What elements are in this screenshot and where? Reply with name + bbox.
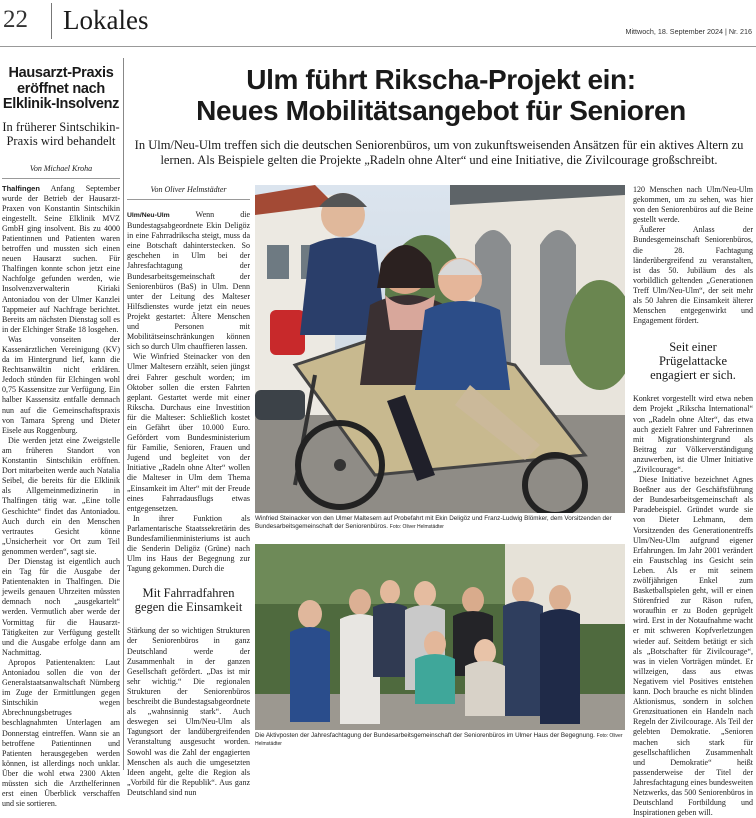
left-paragraph-4: Der Dienstag ist eigentlich auch ein Tag für die Ausgabe der Patientenakten in Thalfingen. Die jeweils genauen Uhrzeiten müssten demnach noch „ausgekartelt“ werden. Vermutlich aber werde der Vormittag für die Hausarzt-Tätigkeiten zur Verfügung gestellt und die Ausgabe erfolge dann am Nachmittag. xyxy=(2,556,120,657)
main-paragraph-3: In ihrer Funktion als Parlamentarische Staatssekretärin des Bundesfamilienministeriums ist auch die Senderin Deligöz (Grüne) nach Ulm ins Haus der Begegnung zur Tagung gekommen. Durch die xyxy=(127,513,250,574)
left-byline-rule xyxy=(2,178,120,179)
right-paragraph-1: 120 Menschen nach Ulm/Neu-Ulm gekommen, um zu sehen, was hier von den Seniorenbüros auf die Beine gestellt werde. xyxy=(633,185,753,225)
group-caption-text: Die Aktivposten der Jahresfachtagung der Bundesarbeitsgemeinschaft der Seniorenbüros im Ulmer Haus der Begegnung. xyxy=(255,732,595,739)
section-title: Lokales xyxy=(63,5,149,35)
rikscha-photo-caption xyxy=(255,515,625,531)
main-headline-line1: Ulm führt Rikscha-Projekt ein: xyxy=(246,64,636,95)
date-issue: Mittwoch, 18. September 2024 | Nr. 216 xyxy=(625,27,752,36)
main-paragraph-4: Stärkung der so wichtigen Strukturen der Seniorenbüros in ganz Deutschland werde der Zusammenhalt in der ganzen Gesellschaft gefördert. „Das ist mir sehr wichtig.“ Die regionalen Strukturen der Seniorenbüros beschreibt die Bundestagsabgeordnete als „wahnsinnig stark“. Auch deswegen sei Ulm/Neu-Ulm als Tagungsort der landübergreifenden Veranstaltung ausgesucht worden. Sowohl was die Zahl der engagierten Menschen als auch die umgesetzten Ideen angeht, gelte die Region als „Vorbild für die Republik“. Aus ganz Deutschland sind nun xyxy=(127,626,250,797)
header-divider xyxy=(51,3,52,39)
rikscha-photo xyxy=(255,185,625,513)
left-paragraph-3: Die werden jetzt eine Zweigstelle am früheren Standort von Konstantin Sintschikin eröffnen. Dort mitarbeiten werde auch Natalia Seibel, die bereits für die Elklinik als Allgemeinmedizinerin in Thalfingen tätig war. „Eine tolle Geschichte“ findet das Antoniadou. Auch durch ein den Menschen vertrautes Gesicht könne „Unsicherheit vor Ort zum Teil genommen werden“, sagt sie. xyxy=(2,435,120,556)
left-byline: Von Michael Kroha xyxy=(29,163,93,173)
main-headline xyxy=(126,64,756,126)
right-paragraph-3: Konkret vorgestellt wird etwa neben dem Projekt „Rikscha International“ von „Radeln ohne Alter“, das etwa auch gezielt Fahrer und Fahrerinnen mit Migrationshintergrund als Beitrag zur Völkerverständigung anzuwerben, ist die Ulmer Initiative „Zivilcourage“. xyxy=(633,394,753,474)
left-article xyxy=(2,66,120,809)
left-p1-text: Anfang September wurde der Betrieb der Hausarzt-Praxen von Konstantin Sintschikin eingestellt. Seine Elklinik MVZ GmbH ging insolvent. Bis zu 4000 Patientinnen und Patienten waren betroffen und mussten sich einen neuen Hausarzt suchen. Für Thalfingen konnte schon jetzt eine Nachfolge gefunden werden, wie Insolvenzverwalterin Kiriaki Antoniadou von der Ulmer Kanzlei Tappmeier auf Nachfrage berichtet. Bereits am nächsten Dienstag soll es in der Elchinger Straße 18 losgehen. xyxy=(2,183,120,334)
group-photo-credit: Foto: Oliver Helmstädter xyxy=(255,733,623,747)
main-byline-rule xyxy=(127,199,250,200)
main-midhead: Mit Fahrradfahren gegen die Einsamkeit xyxy=(134,586,243,615)
header-rule xyxy=(0,46,756,47)
rikscha-photo-credit: Foto: Oliver Helmstädter xyxy=(389,524,444,530)
right-paragraph-2: Äußerer Anlass der Bundesgemeinschaft Seniorenbüros, die 28. Fachtagung länderübergreifend zu veranstalten, ist das 50. Jubiläum des als vorbildlich geltenden „Generationen Treff Ulm/Neu-Ulm“, der seit mehr als 50 Jahren die Einsamkeit älterer Menschen entgegenwirkt und Engagement fördert. xyxy=(633,225,753,326)
main-paragraph-2: Wie Winfried Steinacker von den Ulmer Maltesern erzählt, seien jüngst drei Fahrer geschult worden; im Oktober sollen die ersten Fahrten geplant. Gestartet werde mit einer Rikscha. Durchaus eine Investition für die Malteser: Schließlich kostet ein Gefährt über 10.000 Euro. Gefördert vom Bundesministerium für Familie, Senioren, Frauen und Jugend und begleitet von der Initiative „Radeln ohne Alter“ wollen die Malteser in Ulm dem Thema „Einsamkeit im Alter“ mit der Freude eines Fahrradausflugs etwas entgegensetzen. xyxy=(127,352,250,513)
left-headline: Hausarzt-Praxis eröffnet nach Elklinik-Insolvenz xyxy=(2,65,120,112)
left-place: Thalfingen xyxy=(2,183,40,193)
group-photo-caption xyxy=(255,732,625,748)
rikscha-caption-text: Winfried Steinacker von den Ulmer Maltesern auf Probefahrt mit Ekin Deligöz und Franz-Ludwig Blömker, dem Vorsitzenden der Bundesarbeitsgemeinschaft der Seniorenbüros. xyxy=(255,515,612,530)
page-header xyxy=(0,0,756,44)
right-text-column xyxy=(633,185,753,818)
left-paragraph-5: Apropos Patientenakten: Laut Antoniadou sollen die von der Generalstaatsanwaltschaft Nürnberg im Zuge der Ermittlungen gegen Sintschikin wegen Abrechnungsbetruges beschlagnahmten Unterlagen am Donnerstag eintreffen. Wann sie an betroffene Patientinnen und Patienten herausgegeben werden können, ist allerdings noch unklar. Über die wohl etwa 2300 Akten müssten sich die Arzthelferinnen erst einen Überblick verschaffen und sie sortieren. xyxy=(2,657,120,809)
column-divider xyxy=(123,58,124,770)
left-paragraph xyxy=(2,184,120,335)
main-intro: In Ulm/Neu-Ulm treffen sich die deutschen Seniorenbüros, um von zukunftsweisenden Ansätzen für ein aktives Altern zu lernen. Als Beispiele gelten die Projekte „Radeln ohne Alter“ und eine Initiative, die Zivilcourage großschreibt. xyxy=(134,138,744,167)
left-paragraph-2: Was vonseiten der Kassenärztlichen Vereinigung (KV) da im Hintergrund lief, kann die Rechtsanwältin nicht erklären. Jedoch stünden für Elchingen wohl 0,75 Kassensitze zur Verfügung. Ein halber Kassensitz entfalle demnach nun auf die Gemeinschaftspraxis von Tamara Spreng und Dieter Eisele aus Roggenburg. xyxy=(2,334,120,435)
left-subhead: In früherer Sintschikin-Praxis wird behandelt xyxy=(2,119,120,148)
main-paragraph-1 xyxy=(127,210,250,352)
right-paragraph-4: Diese Initiative bezeichnet Agnes Boeßner aus der Geschäftsführung der Bundesarbeitsgemeinschaft als Paradebeispiel. Gründet wurde sie von Dieter Lehmann, dem Vorsitzenden des Generationentreffs Ulm/Neu-Ulm aufgrund eigener Erfahrungen. Im Jahr 2001 verändert ein Faustschlag ins Gesicht sein Leben. Als er mit seinem zwölfjährigen Enkel zum Basketballspielen geht, will er einen Störenfried zur Räson rufen, woraufhin er zu Boden geprügelt wird. Erst in der Notaufnahme wacht er mit schweren Kopfverletzungen wieder auf. Seitdem betätigt er sich als „Botschafter für Zivilcourage“, was in vielen Vorträgen mündet. Er willzeigen, dass aus etwas Negativem viel Positives entstehen kann. Doch brauche es nicht blinden Aktionismus, sondern in solchen Grenzsituationen ein Handeln nach Regeln der Zivilcourage. Als Teil der gelebten Demokratie. „Senioren machen sich stark für gesellschaftlichen Zusammenhalt und Demokratie“ heißt passenderweise der Titel der Jahresfachtagung eines bundesweiten Netzwerks, das 500 Seniorenbüros in Deutschland Fortbildung und Inspirationen geben will. xyxy=(633,475,753,818)
group-photo xyxy=(255,544,625,730)
main-text-column xyxy=(127,185,250,798)
main-place: Ulm/Neu-Ulm xyxy=(127,212,170,219)
main-p1-text: Wenn die Bundestagsabgeordnete Ekin Deligöz in eine Fahrradrikscha steigt, muss da eine Botschaft dahinterstecken. So geschehen in Ulm bei der Jahresfachtagung der Bundesarbeitsgemeinschaft der Seniorenbüros (BaS) in Ulm. Denn unter der Leitung des Malteser Hilfsdienstes wurde jetzt ein neues Projekt gestartet: Ältere Menschen und Personen mit Mobilitätseinschränkungen können sich so durch Ulm chauffieren lassen. xyxy=(127,210,250,352)
group-photo-image xyxy=(255,544,625,730)
main-headline-line2: Neues Mobilitätsangebot für Senioren xyxy=(196,95,686,126)
rikscha-photo-image xyxy=(255,185,625,513)
page-number: 22 xyxy=(3,6,28,33)
main-byline: Von Oliver Helmstädter xyxy=(150,185,227,194)
right-midhead: Seit einer Prügelattacke engagiert er sich. xyxy=(650,340,736,383)
